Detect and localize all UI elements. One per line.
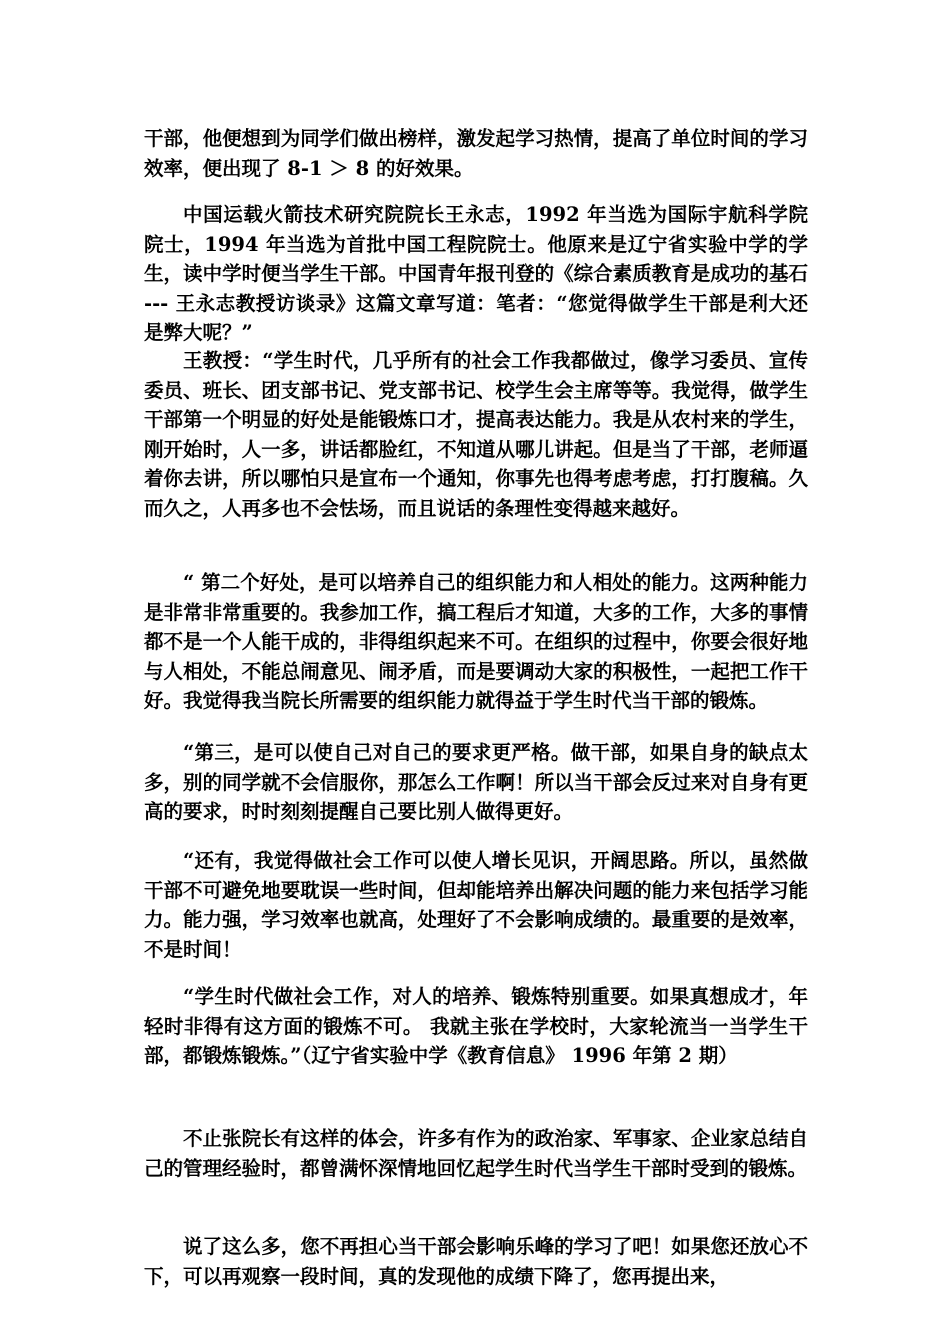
paragraph-text: “第三，是可以使自己对自己的要求更严格。做干部，如果自身的缺点太多，别的同学就不会信服你，那怎么工作啊！所以当干部会反过来对自身有更高的要求，时时刻刻提醒自己要比别人做得更好。 — [144, 741, 808, 823]
paragraph-text: 中国运载火箭技术研究院院长王永志，1992 年当选为国际宇航科学院院士，1994 年当选为首批中国工程院院士。他原来是辽宁省实验中学的学生，读中学时便当学生干部。中国青年报刊登的《综合素质教育是成功的基石 --- 王永志教授访谈录》这篇文章写道：笔者：“您觉得做学生干部是利大还是弊大呢？” — [144, 203, 808, 344]
paragraph-9 — [144, 1232, 808, 1291]
paragraph-3 — [144, 346, 808, 523]
paragraph-7 — [144, 982, 808, 1071]
paragraph-5 — [144, 738, 808, 827]
paragraph-2 — [144, 200, 808, 348]
paragraph-text: 说了这么多，您不再担心当干部会影响乐峰的学习了吧！如果您还放心不下，可以再观察一段时间，真的发现他的成绩下降了，您再提出来， — [144, 1235, 808, 1288]
paragraph-1 — [144, 124, 808, 183]
paragraph-text: 不止张院长有这样的体会，许多有作为的政治家、军事家、企业家总结自己的管理经验时，都曾满怀深情地回忆起学生时代当学生干部时受到的锻炼。 — [144, 1127, 808, 1180]
paragraph-8 — [144, 1124, 808, 1183]
paragraph-text: 王教授：“学生时代，几乎所有的社会工作我都做过，像学习委员、宣传委员、班长、团支部书记、党支部书记、校学生会主席等等。我觉得，做学生干部第一个明显的好处是能锻炼口才，提高表达能力。我是从农村来的学生，刚开始时，人一多，讲话都脸红，不知道从哪儿讲起。但是当了干部，老师逼着你去讲，所以哪怕只是宣布一个通知，你事先也得考虑考虑，打打腹稿。久而久之，人再多也不会怯场，而且说话的条理性变得越来越好。 — [144, 349, 808, 520]
paragraph-text: “学生时代做社会工作，对人的培养、锻炼特别重要。如果真想成才，年轻时非得有这方面的锻炼不可。 我就主张在学校时，大家轮流当一当学生干部，都锻炼锻炼。”（辽宁省实验中学《教育信息》 1996 年第 2 期） — [144, 985, 808, 1067]
paragraph-6 — [144, 846, 808, 964]
paragraph-text: “ 第二个好处，是可以培养自己的组织能力和人相处的能力。这两种能力是非常非常重要的。我参加工作，搞工程后才知道，大多的工作，大多的事情都不是一个人能干成的，非得组织起来不可。在组织的过程中，你要会很好地与人相处，不能总闹意见、闹矛盾，而是要调动大家的积极性，一起把工作干好。我觉得我当院长所需要的组织能力就得益于学生时代当干部的锻炼。 — [144, 571, 808, 712]
paragraph-text: 干部，他便想到为同学们做出榜样，激发起学习热情，提高了单位时间的学习效率，便出现了 8-1 ＞ 8 的好效果。 — [144, 127, 808, 180]
paragraph-4 — [144, 568, 808, 716]
paragraph-text: “还有，我觉得做社会工作可以使人增长见识，开阔思路。所以，虽然做干部不可避免地要耽误一些时间，但却能培养出解决问题的能力来包括学习能力。能力强，学习效率也就高，处理好了不会影响成绩的。最重要的是效率，不是时间！ — [144, 849, 808, 961]
